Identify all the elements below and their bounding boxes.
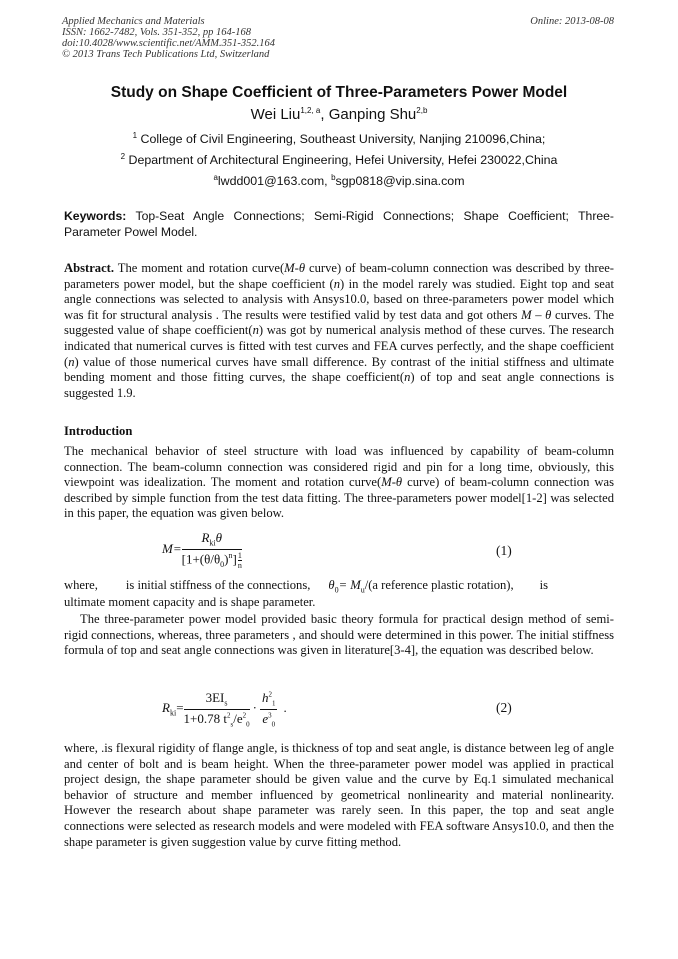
paper-title: Study on Shape Coefficient of Three-Parameters Power Model <box>110 84 568 101</box>
affiliation-1: $^1$ College of Civil Engineering, Southeast University, Nanjing 210096,China; <box>132 130 546 146</box>
where-line-1: where, is initial stiffness of the connections, $\theta_0= M_u/(a$ reference plastic rotation), is <box>64 578 549 595</box>
author-2: Ganping Shu <box>328 106 417 123</box>
issn: ISSN: 1662-7482, Vols. 351-352, pp 164-168 <box>62 27 251 38</box>
where-line-2: ultimate moment capacity and is shape parameter. <box>64 595 316 609</box>
intro-paragraph-3: where, .is flexural rigidity of flange angle, is thickness of top and seat angle, is distance between leg of angle and center of bolt and is beam height. When the three-parameter power model was applied in practical project design, the shape parameter should be given value and the curve by Eq.1 simulated mechanical behavior of structure and member influenced by geometrical nonlinearity and material nonlinearity. However the research about shape parameter was rarely seen. In this paper, the top and seat angle connections were selected as research models and were modeled with FEA software Ansys10.0, and then the shape parameter is given suggestion value by curve fitting method. <box>64 741 614 849</box>
journal-name: Applied Mechanics and Materials <box>62 16 205 27</box>
author-1: Wei Liu <box>250 106 301 123</box>
doi: doi:10.4028/www.scientific.net/AMM.351-352.164 <box>62 38 275 49</box>
authors: Wei Liu$^{1,2, a}$, Ganping Shu$^{2,b}$ <box>250 106 428 123</box>
intro-paragraph-2: The three-parameter power model provided basic theory formula for practical design method of semi-rigid connections, whereas, three parameters , and should were determined in this power. The initial stiffness formula of top and seat angle connections was given in literature[3-4], the equation was described below. <box>64 612 614 658</box>
equation-2: $R_{ki}=$ $\frac{3EI_s}{1+0.78 t^2_s/e^2_0}$ · $\frac{h^2_1}{e^3_0}$ . <box>162 690 287 729</box>
equation-2-number: (2) <box>496 700 512 715</box>
section-heading-introduction: Introduction <box>64 424 133 438</box>
intro-paragraph-1: The mechanical behavior of steel structure with load was influenced by capability of beam-column connection. The beam-column connection was considered rigid and pin for a long time, obviously, this viewpoint was idealization. The moment and rotation curve(M-θ curve) of beam-column connection was described by simple function from the test data fitting. The three-parameters power model[1-2] was selected in this paper, the equation was given below. <box>64 444 614 521</box>
abstract: Abstract. The moment and rotation curve(M-θ curve) of beam-column connection was described by three-parameters power model, but the shape coefficient (n) in the model rarely was studied. Eight top and seat angle connections was selected to analysis with Ansys10.0, based on three-parameters power model which was fit for structural analysis . The results were testified valid by test data and got others M – θ curves. The suggested value of shape coefficient(n) was got by numerical analysis method of these curves. The research indicated that numerical curves is fitted with test curves and FEA curves perfectly, and the shape coefficient (n) value of those numerical curves have small difference. By contrast of the initial stiffness and ultimate bending moment and those fitting curves, the shape coefficient(n) of top and seat angle connections is suggested 1.9. <box>64 261 614 400</box>
journal-header <box>62 16 275 60</box>
equation-1-number: (1) <box>496 543 512 558</box>
copyright: © 2013 Trans Tech Publications Ltd, Switzerland <box>62 49 270 60</box>
author-emails: $^a$lwdd001@163.com, $^b$sgp0818@vip.sina.com <box>213 172 465 188</box>
keywords: Keywords: Top-Seat Angle Connections; Semi-Rigid Connections; Shape Coefficient; Three-Parameter Powel Model. <box>64 209 614 239</box>
affiliation-2: $^2$ Department of Architectural Engineering, Hefei University, Hefei 230022,China <box>120 151 558 167</box>
equation-1: M= $R_{ki}\theta$ $[1+(\theta/\theta_0)^n]$ $\frac{1}{n}$ <box>162 530 242 570</box>
online-date: Online: 2013-08-08 <box>530 16 614 27</box>
